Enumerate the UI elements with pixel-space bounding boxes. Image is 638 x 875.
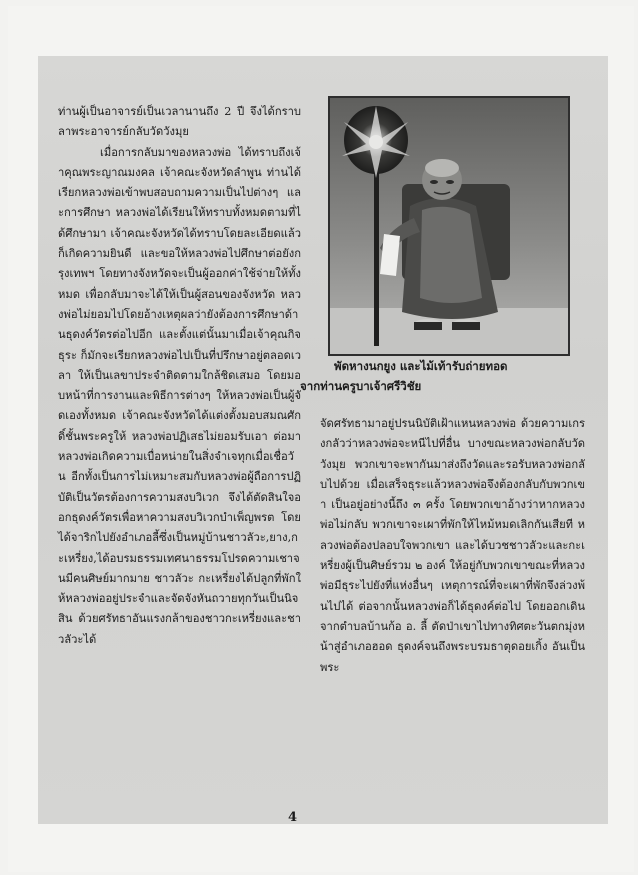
caption-line-1: พัดหางนกยูง และไม้เท้ารับถ่ายทอด xyxy=(334,359,508,373)
left-text-column xyxy=(58,102,301,650)
scanned-page xyxy=(8,6,634,872)
monk-photo-image xyxy=(330,98,568,354)
monk-photo xyxy=(328,96,570,356)
body-paragraph: เมื่อการกลับมาของหลวงพ่อ ได้ทราบถึงเจ้าคุณพระญาณมงคล เจ้าคณะจังหวัดลำพูน ท่านได้เรียกหลวงพ่อเข้าพบสอบถามความเป็นไปต่างๆ และการศึกษา หลวงพ่อได้เรียนให้ทราบทั้งหมดตามที่ได้ศึกษามา เจ้าคณะจังหวัดได้ทราบโดยละเอียดแล้วก็เกิดความยินดี และขอให้หลวงพ่อไปศึกษาต่อยังกรุงเทพฯ โดยทางจังหวัดจะเป็นผู้ออกค่าใช้จ่ายให้ทั้งหมด เพื่อกลับมาจะได้ให้เป็นผู้สอนของจังหวัด หลวงพ่อไม่ยอมไปโดยอ้างเหตุผลว่ายังต้องการศึกษาด้านธุดงค์วัตรต่อไปอีก และตั้งแต่นั้นมาเมื่อเจ้าคุณกิจธุระ ก็มักจะเรียกหลวงพ่อไปเป็นที่ปรึกษาอยู่ตลอดเวลา ให้เป็นเลขาประจำติดตามใกล้ชิดเสมอ โดยมอบหน้าที่การงานและพิธีการต่างๆ ให้หลวงพ่อเป็นผู้จัดเองทั้งหมด เจ้าคณะจังหวัดได้แต่งตั้งมอบสมณศักดิ์ชั้นพระครูให้ หลวงพ่อปฏิเสธไม่ยอมรับเอา ต่อมาหลวงพ่อเกิดความเบื่อหน่ายในสิ่งจำเจทุกเมื่อเชื่อวัน อีกทั้งเป็นการไม่เหมาะสมกับหลวงพ่อผู้ถือการปฏิบัติเป็นวัตรต้องการความสงบวิเวก จึงได้ตัดสินใจออกธุดงค์วัตรเพื่อหาความสงบวิเวกบำเพ็ญพรต โดยได้จาริกไปยังอำเภอลี้ซึ่งเป็นหมู่บ้านชาวลัวะ,ยาง,กะเหรี่ยง,ได้อบรมธรรมเทศนาธรรมโปรดความเชาจนมีคนศิษย์มากมาย ชาวลัวะ กะเหรี่ยงได้ปลูกที่พักให้หลวงพ่ออยู่ประจำและจัดจังหันถวายทุกวันเป็นนิจสิน ด้วยศรัทธาอันแรงกล้าของชาวกะเหรี่ยงและชาวลัวะได้ xyxy=(58,145,301,646)
page-number: 4 xyxy=(288,810,298,825)
caption-line-2: จากท่านครูบาเจ้าศรีวิชัย xyxy=(300,379,422,393)
photo-caption xyxy=(300,356,590,396)
body-paragraph: ท่านผู้เป็นอาจารย์เป็นเวลานานถึง 2 ปี จึงได้กราบลาพระอาจารย์กลับวัดวังมุย xyxy=(58,105,301,139)
printed-page-area xyxy=(38,56,608,824)
body-paragraph: จัดศรัทธามาอยู่ปรนนิบัติเฝ้าแหนหลวงพ่อ ด้วยความเกรงกลัวว่าหลวงพ่อจะหนีไปที่อื่น บางขณะหลวงพ่อกลับวัดวังมุย พวกเขาจะพากันมาส่งถึงวัดและรอรับหลวงพ่อกลับไปด้วย เมื่อเสร็จธุระแล้วหลวงพ่อจึงต้องกลับกับพวกเขา เป็นอยู่อย่างนี้ถึง ๓ ครั้ง โดยพวกเขาอ้างว่าหากหลวงพ่อไม่กลับ พวกเขาจะเผาที่พักให้ไหม้หมดเลิกกันเสียที หลวงพ่อต้องปลอบใจพวกเขา และได้บวชชาวลัวะและกะเหรี่ยงผู้เป็นศิษย์รวม ๒ องค์ ให้อยู่กับพวกเขาขณะที่หลวงพ่อมีธุระไปยังที่แห่งอื่นๆ เหตุการณ์ที่จะเผาที่พักจึงล่วงพ้นไปได้ ต่อจากนั้นหลวงพ่อก็ได้ธุดงค์ต่อไป โดยออกเดินจากตำบลบ้านก้อ อ. ลี้ ตัดป่าเขาไปทางทิศตะวันตกมุ่งหน้าสู่อำเภอฮอด ธุดงค์จนถึงพระบรมธาตุดอยเกิ้ง อันเป็นพระ xyxy=(320,417,585,674)
right-text-column xyxy=(320,414,585,678)
